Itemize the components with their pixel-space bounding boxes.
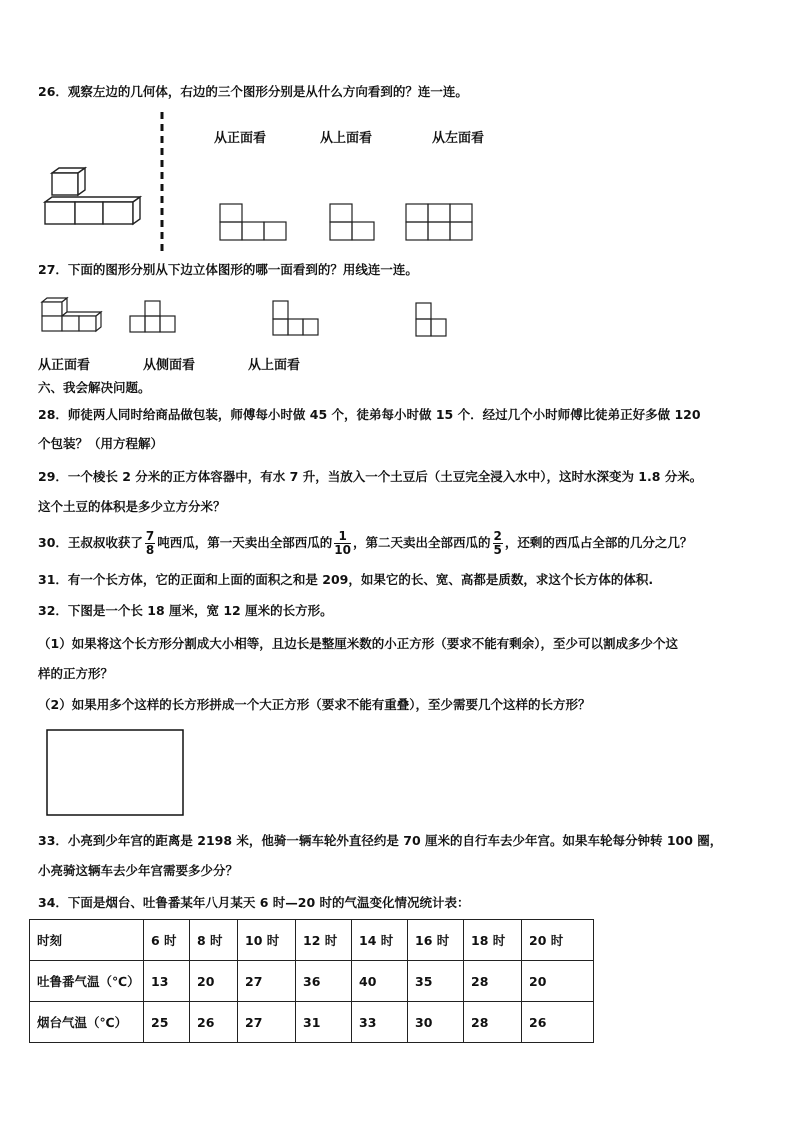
temperature-table xyxy=(29,919,594,1043)
table-cell: 13 xyxy=(144,961,190,1002)
q26-view-c xyxy=(406,204,476,242)
table-cell: 35 xyxy=(408,961,464,1002)
q30-f3-den: 5 xyxy=(493,543,502,557)
q27-view-b xyxy=(273,301,321,337)
q27-view-a xyxy=(130,301,178,335)
section-heading: 六、我会解决问题。 xyxy=(38,380,151,395)
q27-text: 27．下面的图形分别从下边立体图形的哪一面看到的？用线连一连。 xyxy=(38,262,418,277)
q26-text: 26．观察左边的几何体，右边的三个图形分别是从什么方向看到的？连一连。 xyxy=(38,84,468,99)
q31-text: 31．有一个长方体，它的正面和上面的面积之和是 209，如果它的长、宽、高都是质数，求这个长方体的体积. xyxy=(38,572,654,587)
q28-line1: 28．师徒两人同时给商品做包装，师傅每小时做 45 个，徒弟每小时做 15 个．经过几个小时师傅比徒弟正好多做 120 xyxy=(38,407,701,422)
table-cell: 31 xyxy=(296,1002,352,1043)
table-header-row xyxy=(30,920,594,961)
q32-rectangle xyxy=(46,729,186,818)
table-header-cell: 18 时 xyxy=(464,920,522,961)
q30-part2: 吨西瓜，第一天卖出全部西瓜的 xyxy=(157,535,333,550)
q26-solid-figure xyxy=(40,168,140,228)
table-cell: 26 xyxy=(522,1002,594,1043)
q26-view-a xyxy=(220,204,290,242)
q30-part3: ，第二天卖出全部西瓜的 xyxy=(352,535,491,550)
table-header-cell: 12 时 xyxy=(296,920,352,961)
table-cell: 30 xyxy=(408,1002,464,1043)
table-header-cell: 20 时 xyxy=(522,920,594,961)
q32-sub1-line1: （1）如果将这个长方形分割成大小相等，且边长是整厘米数的小正方形（要求不能有剩余），至少可以割成多少个这 xyxy=(38,636,678,651)
q27-solid-figure xyxy=(40,296,102,336)
q32-sub2: （2）如果用多个这样的长方形拼成一个大正方形（要求不能有重叠），至少需要几个这样的长方形？ xyxy=(38,697,591,712)
q26-label-left: 从左面看 xyxy=(432,131,485,146)
table-cell: 40 xyxy=(352,961,408,1002)
table-cell: 20 xyxy=(190,961,238,1002)
q28-line2: 个包装？（用方程解） xyxy=(38,436,164,451)
table-cell: 27 xyxy=(238,1002,296,1043)
table-cell: 烟台气温（℃） xyxy=(30,1002,144,1043)
q33-line2: 小亮骑这辆车去少年宫需要多少分？ xyxy=(38,863,239,878)
q27-label-front: 从正面看 xyxy=(38,358,91,373)
q29-line1: 29．一个棱长 2 分米的正方体容器中，有水 7 升，当放入一个土豆后（土豆完全浸入水中），这时水深变为 1.8 分米。 xyxy=(38,469,703,484)
q26-label-front: 从正面看 xyxy=(214,131,267,146)
table-row xyxy=(30,1002,594,1043)
q29-line2: 这个土豆的体积是多少立方分米？ xyxy=(38,499,226,514)
q30-fraction-2 xyxy=(334,530,351,557)
table-header-cell: 6 时 xyxy=(144,920,190,961)
table-header-cell: 14 时 xyxy=(352,920,408,961)
q27-view-c xyxy=(416,303,450,339)
q27-label-side: 从侧面看 xyxy=(143,358,196,373)
table-cell: 28 xyxy=(464,961,522,1002)
table-cell: 20 xyxy=(522,961,594,1002)
table-header-cell: 16 时 xyxy=(408,920,464,961)
q30-f1-den: 8 xyxy=(145,543,155,557)
table-cell: 吐鲁番气温（℃） xyxy=(30,961,144,1002)
table-cell: 26 xyxy=(190,1002,238,1043)
q30-line xyxy=(38,527,692,559)
q30-part4: ，还剩的西瓜占全部的几分之几？ xyxy=(504,535,693,550)
q30-part1: 30．王叔叔收获了 xyxy=(38,535,143,550)
q32-sub1-line2: 样的正方形？ xyxy=(38,666,114,681)
table-header-cell: 8 时 xyxy=(190,920,238,961)
dashed-divider xyxy=(160,112,164,252)
q30-f3-num: 2 xyxy=(493,529,502,543)
table-cell: 28 xyxy=(464,1002,522,1043)
table-row xyxy=(30,961,594,1002)
q26-label-top: 从上面看 xyxy=(320,131,373,146)
table-cell: 27 xyxy=(238,961,296,1002)
table-cell: 33 xyxy=(352,1002,408,1043)
q30-f2-den: 10 xyxy=(334,543,351,557)
q30-fraction-1 xyxy=(145,530,155,557)
q34-text: 34．下面是烟台、吐鲁番某年八月某天 6 时—20 时的气温变化情况统计表： xyxy=(38,895,470,910)
q30-fraction-3 xyxy=(493,530,503,557)
q27-label-top: 从上面看 xyxy=(248,358,301,373)
table-header-cell: 10 时 xyxy=(238,920,296,961)
table-cell: 25 xyxy=(144,1002,190,1043)
q26-view-b xyxy=(330,204,378,242)
table-cell: 36 xyxy=(296,961,352,1002)
q30-f1-num: 7 xyxy=(145,529,155,543)
table-header-cell: 时刻 xyxy=(30,920,144,961)
q32-text: 32．下图是一个长 18 厘米，宽 12 厘米的长方形。 xyxy=(38,603,333,618)
q33-line1: 33．小亮到少年宫的距离是 2198 米，他骑一辆车轮外直径约是 70 厘米的自行车去少年宫。如果车轮每分钟转 100 圈， xyxy=(38,833,723,848)
q30-f2-num: 1 xyxy=(334,530,351,544)
